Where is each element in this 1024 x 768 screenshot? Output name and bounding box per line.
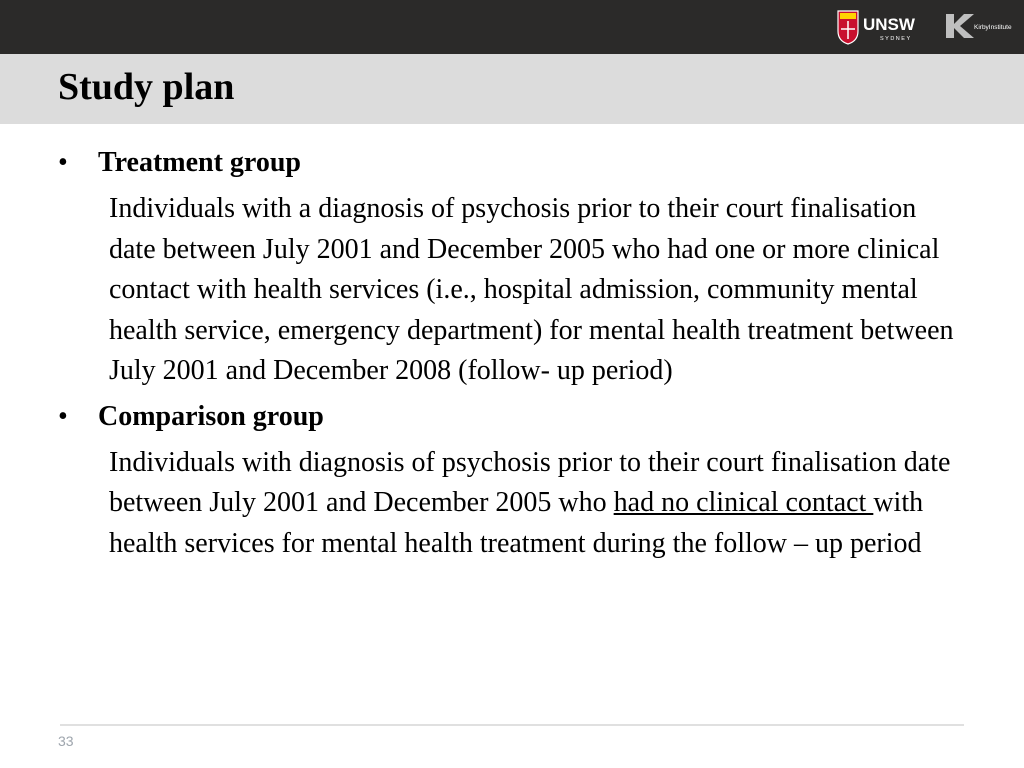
bullet-treatment-group: [58, 142, 958, 184]
kirby-institute-logo: [944, 12, 1014, 40]
page-number: 33: [58, 733, 74, 749]
description-text: Individuals with diagnosis of psychosis prior to their court finalisation date between July 2001 and December 2005 who: [109, 446, 951, 518]
kirby-logo-text: KirbyInstitute: [974, 24, 1012, 31]
unsw-logo-text: UNSW: [863, 15, 915, 34]
kirby-k-icon: [946, 14, 974, 38]
bullet-icon: •: [58, 400, 68, 432]
unsw-logo: [836, 9, 922, 45]
treatment-group-description: Individuals with a diagnosis of psychosis prior to their court finalisation date between July 2001 and December 2005 who had one or more clinical contact with health services (i.e., hospital admission, community mental health service, emergency department) for mental health treatment between July 2001 and December 2008 (follow- up period): [109, 193, 954, 386]
bullet-icon: •: [58, 147, 68, 178]
description-underlined-text: had no clinical contact: [613, 487, 874, 518]
slide-title: Study plan: [58, 66, 235, 108]
comparison-group-description: [109, 443, 958, 565]
bullet-heading: Comparison group: [98, 400, 324, 432]
footer-divider: [60, 724, 964, 726]
slide-content: [58, 142, 958, 568]
bullet-heading: Treatment group: [98, 147, 301, 178]
bullet-comparison-group: [58, 396, 958, 438]
unsw-logo-subtext: SYDNEY: [880, 36, 912, 42]
header-bar: [0, 0, 1024, 54]
description-text: with health services for mental health treatment during the follow – up period: [109, 487, 924, 559]
